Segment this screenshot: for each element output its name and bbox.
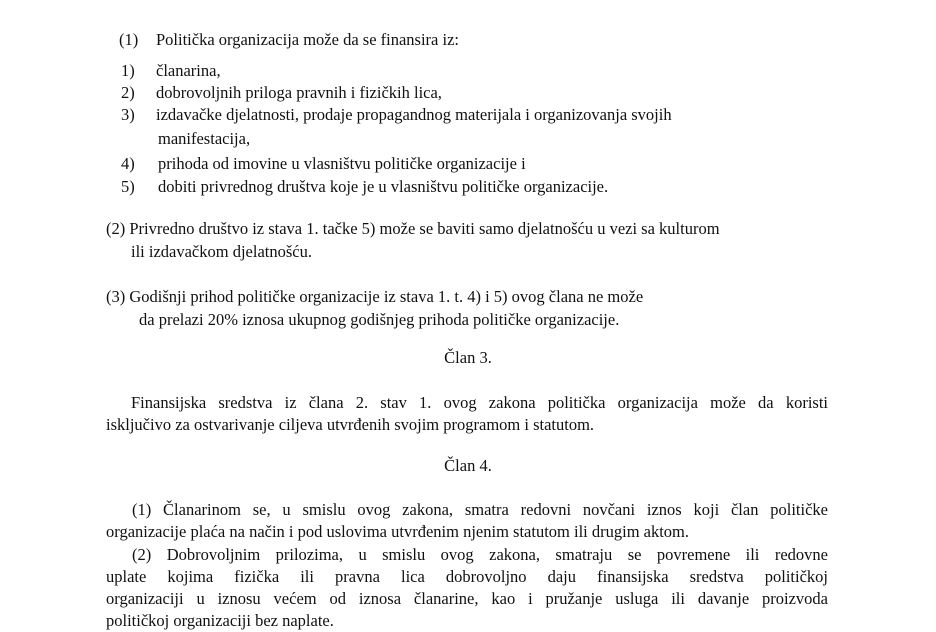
article-3-heading: Član 3.: [444, 348, 492, 367]
art2-para3-line2: da prelazi 20% iznosa ukupnog godišnjeg prihoda političke organizacije.: [139, 310, 620, 329]
list-item-number: 2): [121, 83, 135, 102]
list-item-text: dobiti privrednog društva koje je u vlasništvu političke organizacije.: [158, 177, 609, 196]
list-item-number: 5): [121, 177, 135, 196]
art2-intro-text: Politička organizacija može da se finansira iz:: [156, 30, 459, 49]
art2-para3-line1: (3) Godišnji prihod političke organizacije iz stava 1. t. 4) i 5) ovog člana ne može: [106, 287, 644, 306]
list-item-text: izdavačke djelatnosti, prodaje propagandnog materijala i organizovanja svojih: [156, 105, 672, 124]
art2-para2-line1: (2) Privredno društvo iz stava 1. tačke 5) može se baviti samo djelatnošću u vezi sa kulturom: [106, 219, 720, 238]
list-item-text: prihoda od imovine u vlasništvu političke organizacije i: [158, 154, 526, 173]
art4-p1-line1: (1) Članarinom se, u smislu ovog zakona, smatra redovni novčani iznos koji član političke: [132, 500, 828, 519]
art4-p2-line1: (2) Dobrovoljnim prilozima, u smislu ovog zakona, smatraju se povremene ili redovne: [132, 545, 828, 564]
art4-p1-line2: organizacije plaća na način i pod uslovima utvrđenim njenim statutom ili drugim aktom.: [106, 522, 690, 541]
article-4-heading: Član 4.: [444, 456, 492, 475]
list-item-number: 3): [121, 105, 135, 124]
art4-p2-line2: uplate kojima fizička ili pravna lica dobrovoljno daju finansijska sredstva političkoj: [106, 567, 828, 586]
list-item-number: 1): [121, 61, 135, 80]
art3-line1: Finansijska sredstva iz člana 2. stav 1. ovog zakona politička organizacija može da koristi: [131, 393, 828, 412]
art4-p2-line3: organizaciji u iznosu većem od iznosa članarine, kao i pružanje usluga ili davanje proizvoda: [106, 589, 828, 608]
art2-para2-line2: ili izdavačkom djelatnošću.: [131, 242, 312, 261]
list-item-number: 4): [121, 154, 135, 173]
list-item-text: članarina,: [156, 61, 221, 80]
art4-p2-line4: političkoj organizaciji bez naplate.: [106, 611, 334, 630]
list-item-continuation: manifestacija,: [158, 129, 251, 148]
art3-line2: isključivo za ostvarivanje ciljeva utvrđenih svojim programom i statutom.: [106, 415, 595, 434]
art2-intro-number: (1): [119, 30, 139, 49]
list-item-text: dobrovoljnih priloga pravnih i fizičkih lica,: [156, 83, 442, 102]
